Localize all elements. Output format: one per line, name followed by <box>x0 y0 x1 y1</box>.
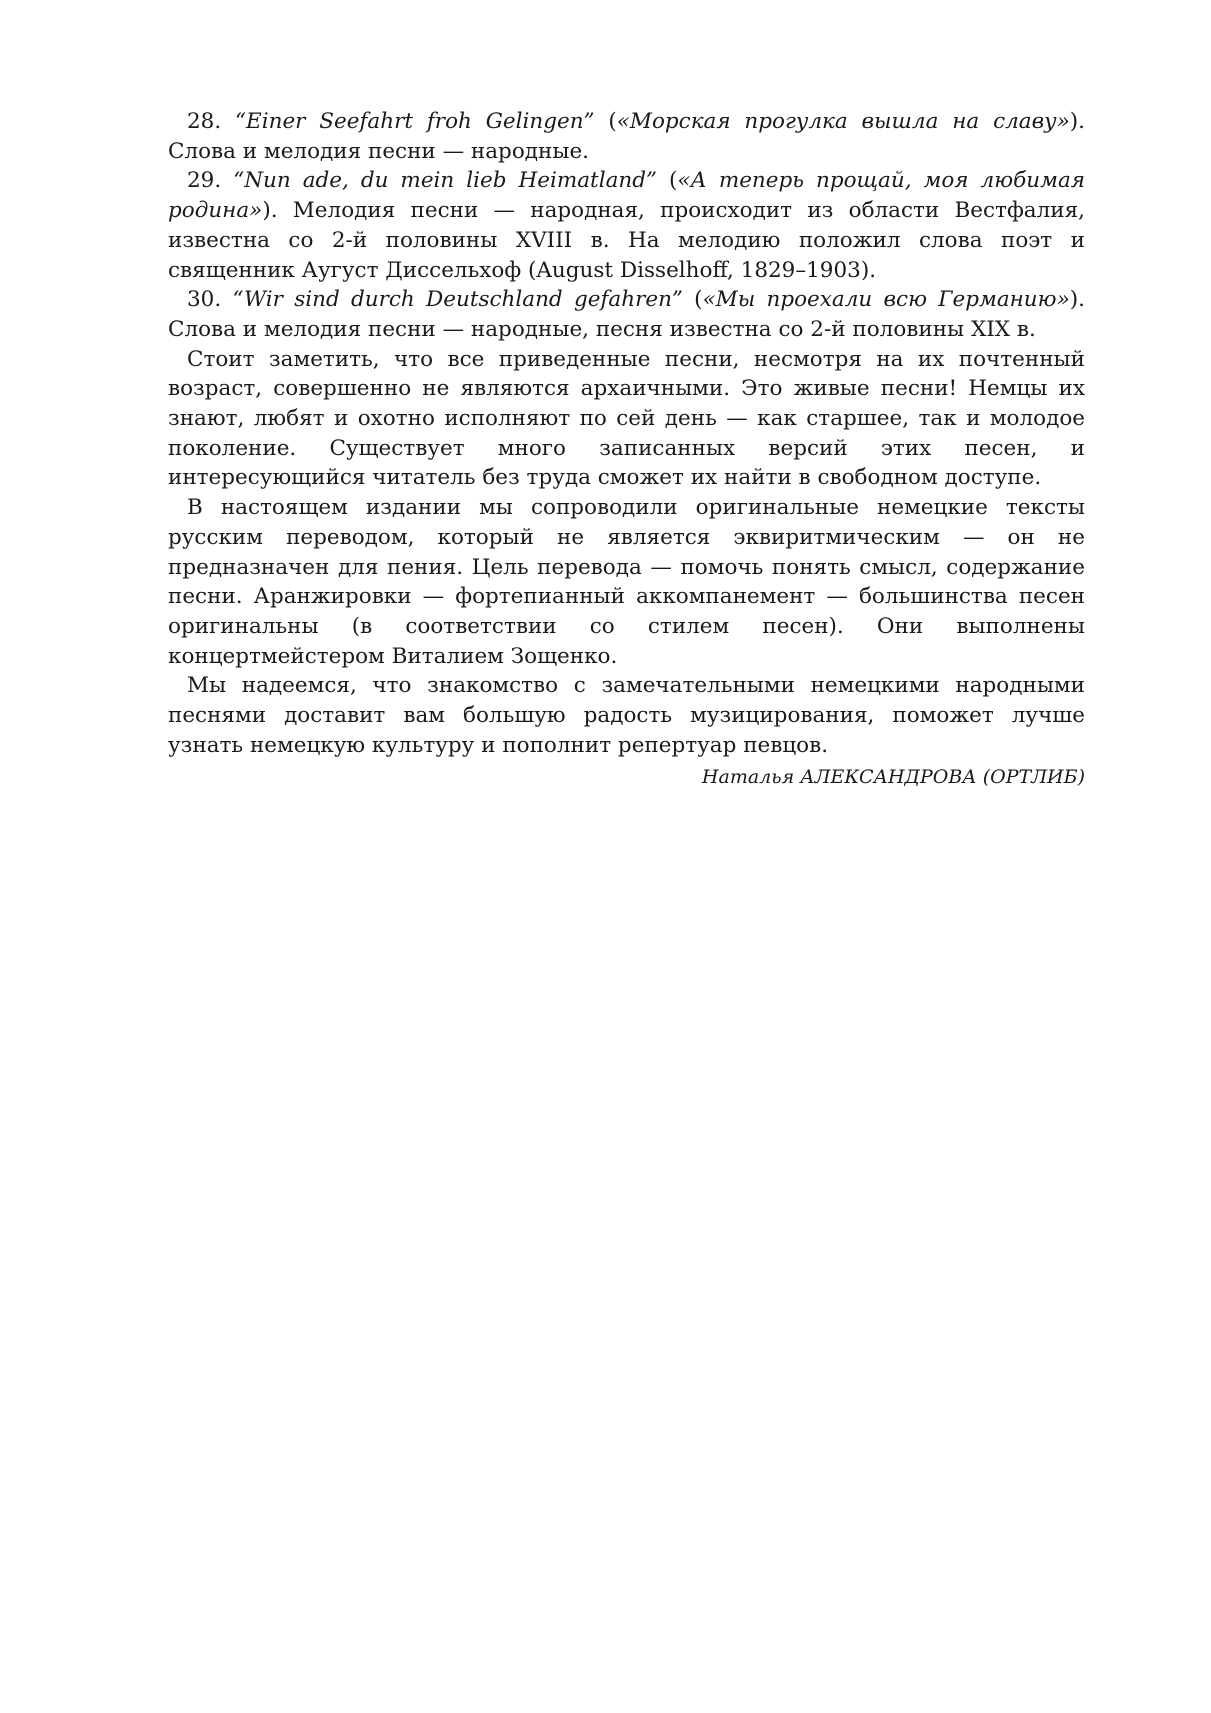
paragraph-translation-note: В настоящем издании мы сопроводили оригинальные немецкие тексты русским переводом, который не является эквиритмическим — он не предназначен для пения. Цель перевода — помочь понять смысл, содержание песни. Аранжировки — фортепианный аккомпанемент — большинства песен оригинальны (в соответствии со стилем песен). Они выполнены концертмейстером Виталием Зощенко. <box>168 495 1085 669</box>
translation-open: ( <box>608 109 617 134</box>
translation-open: ( <box>669 168 678 194</box>
entry-text: . Мелодия песни — народная, происходит из области Вестфалия, известна со 2-й половины XVIII в. На мелодию положил слова поэт и священник Аугуст Диссельхоф (August Disselhoff, 1829–1903). <box>168 198 1085 283</box>
entry-28 <box>168 107 1085 166</box>
author-alias: ОРТЛИБ <box>990 766 1078 789</box>
entry-number: 30. <box>187 287 222 313</box>
entry-translation: «А теперь прощай, моя любимая родина» <box>168 168 1086 224</box>
author-name: Наталья АЛЕКСАНДРОВА <box>701 766 977 789</box>
entry-title: “Nun ade, du mein lieb Heimatland” <box>233 168 657 194</box>
paragraph-songs-alive: Стоит заметить, что все приведенные песни, несмотря на их почтенный возраст, совершенно не являются архаичными. Это живые песни! Немцы их знают, любят и охотно исполняют по сей день — как старшее, так и молодое поколение. Существует много записанных версий этих песен, и интересующийся читатель без труда сможет их найти в свободном доступе. <box>168 346 1085 491</box>
alias-close: ) <box>1077 766 1085 789</box>
entry-translation: «Морская прогулка вышла на славу» <box>616 109 1070 134</box>
entry-text: . Слова и мелодия песни — народные, песня известна со 2-й половины XIX в. <box>168 287 1085 342</box>
entry-29 <box>168 166 1085 285</box>
entry-number: 29. <box>187 168 222 194</box>
entry-30 <box>168 285 1085 344</box>
entry-title: “Wir sind durch Deutschland gefahren” <box>232 287 683 313</box>
alias-open: ( <box>976 766 991 789</box>
translation-close: ) <box>262 198 271 224</box>
entry-number: 28. <box>187 109 222 134</box>
author-signature <box>168 763 1085 793</box>
translation-close: ) <box>1069 287 1079 313</box>
document-page <box>168 107 1085 793</box>
paragraph-closing-wish: Мы надеемся, что знакомство с замечательными немецкими народными песнями доставит вам большую радость музицирования, поможет лучше узнать немецкую культуру и пополнит репертуар певцов. <box>168 673 1085 758</box>
entry-title: “Einer Seefahrt froh Gelingen” <box>235 109 595 134</box>
translation-open: ( <box>694 287 703 313</box>
translation-close: ) <box>1069 109 1079 134</box>
entry-text: . Слова и мелодия песни — народные. <box>168 109 1085 164</box>
entry-translation: «Мы проехали всю Германию» <box>702 287 1070 313</box>
